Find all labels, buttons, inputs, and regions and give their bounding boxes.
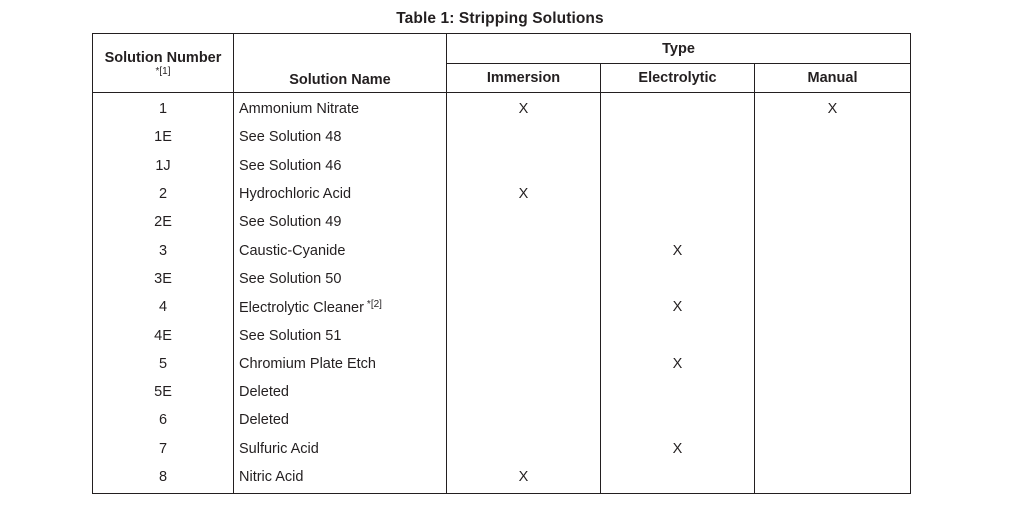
cell-manual-mark bbox=[755, 208, 911, 236]
cell-immersion-mark bbox=[447, 265, 601, 293]
cell-manual-mark bbox=[755, 463, 911, 494]
cell-solution-number: 5E bbox=[93, 378, 234, 406]
cell-immersion-mark: X bbox=[447, 463, 601, 494]
table-row bbox=[93, 378, 911, 406]
cell-immersion-mark bbox=[447, 293, 601, 321]
table-row bbox=[93, 293, 911, 321]
cell-solution-name bbox=[234, 293, 447, 321]
cell-solution-number: 2 bbox=[93, 180, 234, 208]
table-row bbox=[93, 152, 911, 180]
cell-solution-number: 4 bbox=[93, 293, 234, 321]
cell-electrolytic-mark bbox=[601, 152, 755, 180]
table-header bbox=[93, 34, 911, 93]
table-row bbox=[93, 406, 911, 434]
cell-manual-mark bbox=[755, 265, 911, 293]
cell-solution-name bbox=[234, 93, 447, 124]
cell-electrolytic-mark bbox=[601, 321, 755, 349]
stripping-solutions-table bbox=[92, 33, 911, 494]
cell-electrolytic-mark bbox=[601, 265, 755, 293]
cell-solution-name bbox=[234, 321, 447, 349]
table-row bbox=[93, 208, 911, 236]
cell-manual-mark bbox=[755, 293, 911, 321]
cell-solution-number: 6 bbox=[93, 406, 234, 434]
solution-name-text: See Solution 48 bbox=[239, 129, 342, 146]
header-electrolytic: Electrolytic bbox=[601, 64, 755, 93]
cell-manual-mark bbox=[755, 123, 911, 151]
solution-name-text: Electrolytic Cleaner bbox=[239, 299, 364, 316]
header-manual: Manual bbox=[755, 64, 911, 93]
cell-immersion-mark bbox=[447, 152, 601, 180]
table-caption: Table 1: Stripping Solutions bbox=[396, 10, 604, 27]
cell-immersion-mark bbox=[447, 406, 601, 434]
cell-electrolytic-mark bbox=[601, 123, 755, 151]
header-type: Type bbox=[447, 34, 911, 64]
solution-name-text: Sulfuric Acid bbox=[239, 440, 319, 457]
cell-manual-mark bbox=[755, 321, 911, 349]
cell-solution-number: 4E bbox=[93, 321, 234, 349]
solution-name-text: Deleted bbox=[239, 384, 289, 401]
table-row bbox=[93, 236, 911, 264]
cell-solution-number: 1J bbox=[93, 152, 234, 180]
cell-manual-mark: X bbox=[755, 93, 911, 124]
cell-immersion-mark bbox=[447, 350, 601, 378]
cell-solution-name bbox=[234, 123, 447, 151]
cell-immersion-mark bbox=[447, 378, 601, 406]
header-solution-number-label: Solution Number bbox=[104, 50, 222, 66]
cell-immersion-mark: X bbox=[447, 93, 601, 124]
solution-name-text: See Solution 51 bbox=[239, 327, 342, 344]
cell-solution-name bbox=[234, 265, 447, 293]
cell-immersion-mark: X bbox=[447, 180, 601, 208]
cell-solution-name bbox=[234, 463, 447, 494]
solution-name-text: Nitric Acid bbox=[239, 469, 304, 485]
cell-solution-name bbox=[234, 378, 447, 406]
cell-solution-number: 5 bbox=[93, 350, 234, 378]
cell-electrolytic-mark: X bbox=[601, 293, 755, 321]
cell-manual-mark bbox=[755, 378, 911, 406]
cell-immersion-mark bbox=[447, 435, 601, 463]
cell-electrolytic-mark bbox=[601, 406, 755, 434]
header-solution-number bbox=[93, 34, 234, 93]
cell-solution-name bbox=[234, 180, 447, 208]
cell-manual-mark bbox=[755, 350, 911, 378]
solution-name-text: Caustic-Cyanide bbox=[239, 242, 346, 259]
cell-solution-name bbox=[234, 406, 447, 434]
table-row bbox=[93, 93, 911, 124]
cell-immersion-mark bbox=[447, 123, 601, 151]
table-row bbox=[93, 463, 911, 494]
table-row bbox=[93, 123, 911, 151]
cell-electrolytic-mark bbox=[601, 463, 755, 494]
cell-electrolytic-mark: X bbox=[601, 350, 755, 378]
solution-name-footnote: *[2] bbox=[366, 298, 382, 310]
cell-electrolytic-mark bbox=[601, 180, 755, 208]
solution-name-text: See Solution 46 bbox=[239, 157, 342, 174]
cell-electrolytic-mark: X bbox=[601, 236, 755, 264]
cell-solution-number: 3 bbox=[93, 236, 234, 264]
cell-solution-number: 1 bbox=[93, 93, 234, 124]
cell-solution-name bbox=[234, 236, 447, 264]
cell-electrolytic-mark bbox=[601, 93, 755, 124]
table-body bbox=[93, 93, 911, 494]
header-solution-name: Solution Name bbox=[234, 34, 447, 93]
header-immersion: Immersion bbox=[447, 64, 601, 93]
table-row bbox=[93, 321, 911, 349]
cell-solution-number: 1E bbox=[93, 123, 234, 151]
cell-manual-mark bbox=[755, 435, 911, 463]
table-row bbox=[93, 350, 911, 378]
cell-immersion-mark bbox=[447, 236, 601, 264]
cell-solution-name bbox=[234, 350, 447, 378]
table-row bbox=[93, 435, 911, 463]
cell-manual-mark bbox=[755, 236, 911, 264]
cell-electrolytic-mark: X bbox=[601, 435, 755, 463]
cell-solution-number: 3E bbox=[93, 265, 234, 293]
cell-manual-mark bbox=[755, 152, 911, 180]
cell-manual-mark bbox=[755, 180, 911, 208]
solution-name-text: See Solution 50 bbox=[239, 270, 342, 287]
solution-name-text: Hydrochloric Acid bbox=[239, 186, 352, 203]
table-row bbox=[93, 265, 911, 293]
cell-immersion-mark bbox=[447, 208, 601, 236]
cell-solution-name bbox=[234, 208, 447, 236]
solution-name-text: Ammonium Nitrate bbox=[239, 101, 360, 118]
cell-solution-number: 2E bbox=[93, 208, 234, 236]
cell-solution-name bbox=[234, 152, 447, 180]
cell-immersion-mark bbox=[447, 321, 601, 349]
cell-electrolytic-mark bbox=[601, 378, 755, 406]
solution-name-text: Chromium Plate Etch bbox=[239, 355, 376, 372]
solution-name-text: See Solution 49 bbox=[239, 214, 342, 231]
cell-solution-number: 7 bbox=[93, 435, 234, 463]
cell-solution-number: 8 bbox=[93, 463, 234, 494]
cell-electrolytic-mark bbox=[601, 208, 755, 236]
table-row bbox=[93, 180, 911, 208]
header-solution-number-footnote: *[1] bbox=[155, 66, 171, 77]
cell-manual-mark bbox=[755, 406, 911, 434]
cell-solution-name bbox=[234, 435, 447, 463]
solution-name-text: Deleted bbox=[239, 412, 289, 429]
